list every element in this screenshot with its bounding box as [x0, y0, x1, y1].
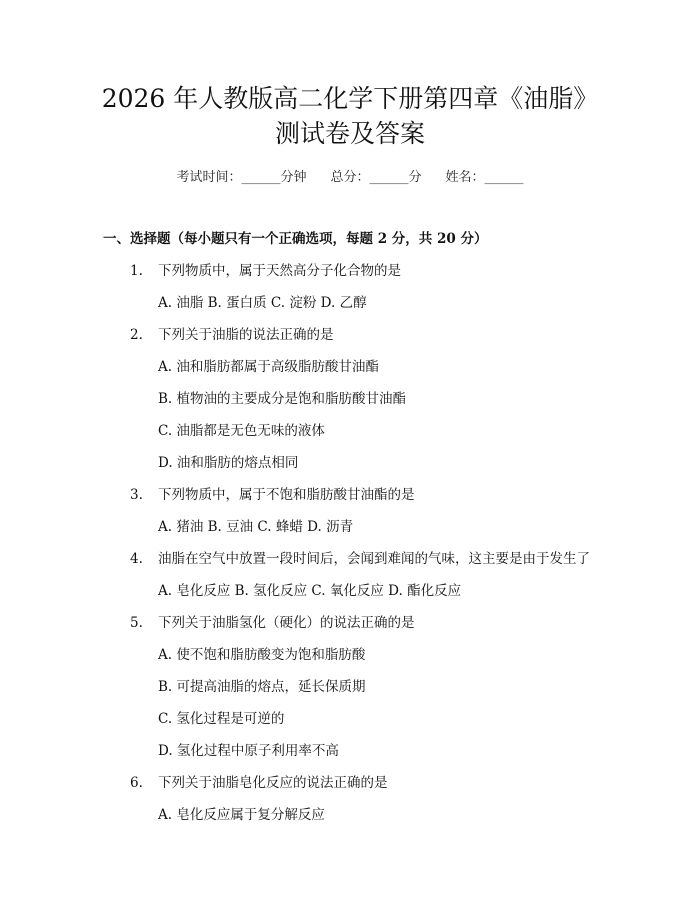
question-5-option-c: C. 氢化过程是可逆的 [158, 711, 285, 727]
exam-time-field: 考试时间：______分钟 [176, 170, 307, 185]
question-4-options: A. 皂化反应 B. 氢化反应 C. 氧化反应 D. 酯化反应 [158, 583, 462, 599]
question-1 [130, 261, 401, 281]
question-5-option-b: B. 可提高油脂的熔点，延长保质期 [158, 679, 366, 695]
question-number: 2. [130, 327, 143, 343]
question-3-options: A. 猪油 B. 豆油 C. 蜂蜡 D. 沥青 [158, 519, 354, 535]
question-2-option-d: D. 油和脂肪的熔点相同 [158, 455, 299, 471]
doc-title-line1: 2026 年人教版高二化学下册第四章《油脂》 [101, 84, 599, 113]
question-number: 3. [130, 487, 143, 503]
question-2-option-c: C. 油脂都是无色无味的液体 [158, 423, 325, 439]
question-text: 下列物质中，属于天然高分子化合物的是 [158, 263, 401, 279]
question-3 [130, 485, 415, 505]
exam-meta [0, 168, 700, 188]
question-2-option-b: B. 植物油的主要成分是饱和脂肪酸甘油酯 [158, 391, 407, 407]
question-5-option-d: D. 氢化过程中原子利用率不高 [158, 743, 339, 759]
question-text: 下列关于油脂氢化（硬化）的说法正确的是 [158, 615, 415, 631]
question-5-option-a: A. 使不饱和脂肪酸变为饱和脂肪酸 [158, 647, 366, 663]
question-text: 下列物质中，属于不饱和脂肪酸甘油酯的是 [158, 487, 415, 503]
question-number: 6. [130, 775, 143, 791]
question-text: 下列关于油脂皂化反应的说法正确的是 [158, 775, 388, 791]
name-field: 姓名：______ [445, 170, 524, 185]
question-6 [130, 773, 388, 793]
question-6-option-a: A. 皂化反应属于复分解反应 [158, 807, 325, 823]
doc-title-line2: 测试卷及答案 [274, 119, 425, 148]
question-number: 5. [130, 615, 143, 631]
question-1-options: A. 油脂 B. 蛋白质 C. 淀粉 D. 乙醇 [158, 295, 367, 311]
question-4 [130, 549, 590, 569]
section-heading-choice: 一、选择题（每小题只有一个正确选项，每题 2 分，共 20 分） [103, 231, 488, 247]
question-2-option-a: A. 油和脂肪都属于高级脂肪酸甘油酯 [158, 359, 379, 375]
question-number: 4. [130, 551, 143, 567]
total-score-field: 总分：______分 [330, 170, 422, 185]
question-text: 油脂在空气中放置一段时间后，会闻到难闻的气味，这主要是由于发生了 [158, 551, 590, 567]
question-5 [130, 613, 415, 633]
question-number: 1. [130, 263, 143, 279]
question-2 [130, 325, 334, 345]
question-text: 下列关于油脂的说法正确的是 [158, 327, 334, 343]
